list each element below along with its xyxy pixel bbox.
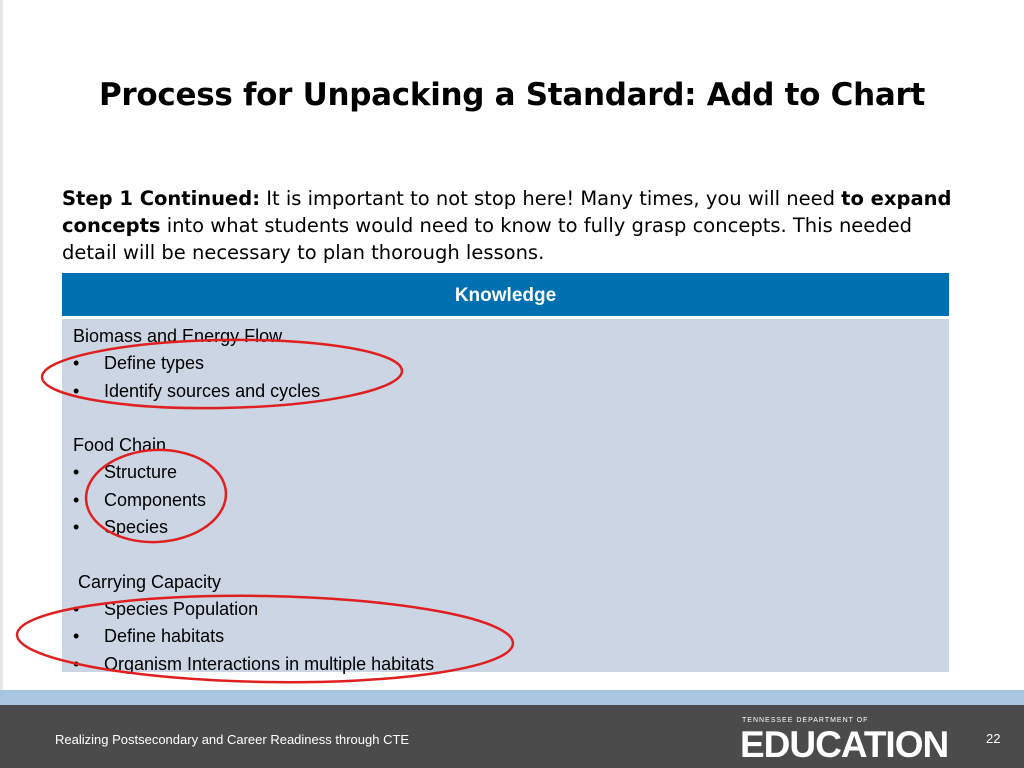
page-number: 22	[986, 731, 1001, 746]
list-item	[73, 514, 949, 541]
table-body	[62, 319, 949, 678]
table-header: Knowledge	[62, 273, 949, 319]
list-item	[73, 596, 949, 623]
section-heading: Food Chain	[73, 435, 167, 456]
bullet: •	[73, 517, 80, 538]
list-item	[73, 459, 949, 486]
footer-stripe	[0, 690, 1024, 705]
intro-text-1: It is important to not stop here! Many times, you will need	[260, 187, 842, 210]
list-item	[73, 651, 949, 678]
bullet: •	[73, 653, 80, 674]
education-logo: EDUCATION	[740, 724, 949, 765]
bullet: •	[73, 598, 80, 619]
knowledge-table	[62, 273, 949, 672]
list-item-text: Structure	[104, 462, 178, 483]
spacer	[73, 405, 949, 432]
bullet: •	[73, 353, 80, 374]
list-item-text: Species	[104, 517, 169, 538]
list-item	[73, 350, 949, 377]
list-item-text: Identify sources and cycles	[104, 380, 321, 401]
list-item	[73, 487, 949, 514]
bullet: •	[73, 380, 80, 401]
list-item	[73, 378, 949, 405]
bullet: •	[73, 462, 80, 483]
intro-paragraph	[62, 185, 962, 266]
step-label: Step 1 Continued:	[62, 187, 261, 210]
list-item-text: Species Population	[104, 598, 259, 619]
list-item-text: Organism Interactions in multiple habitats	[104, 653, 435, 674]
bullet: •	[73, 489, 80, 510]
footer	[0, 705, 1024, 768]
list-item	[73, 623, 949, 650]
slide-title: Process for Unpacking a Standard: Add to Chart	[98, 77, 926, 113]
section-heading: Biomass and Energy Flow	[73, 326, 283, 346]
logo-subtitle: TENNESSEE DEPARTMENT OF	[742, 717, 869, 724]
intro-text-2: into what students would need to know to fully grasp concepts. This needed detail will be necessary to plan thorough lessons.	[62, 214, 913, 264]
bullet: •	[73, 626, 80, 647]
section-heading: Carrying Capacity	[78, 571, 222, 592]
intro-emphasis: to expand concepts	[62, 187, 952, 237]
list-item-text: Define types	[104, 353, 205, 374]
list-item-text: Define habitats	[104, 626, 225, 647]
spacer	[73, 541, 949, 568]
list-item-text: Components	[104, 489, 207, 510]
footer-text: Realizing Postsecondary and Career Readiness through CTE	[55, 732, 410, 747]
